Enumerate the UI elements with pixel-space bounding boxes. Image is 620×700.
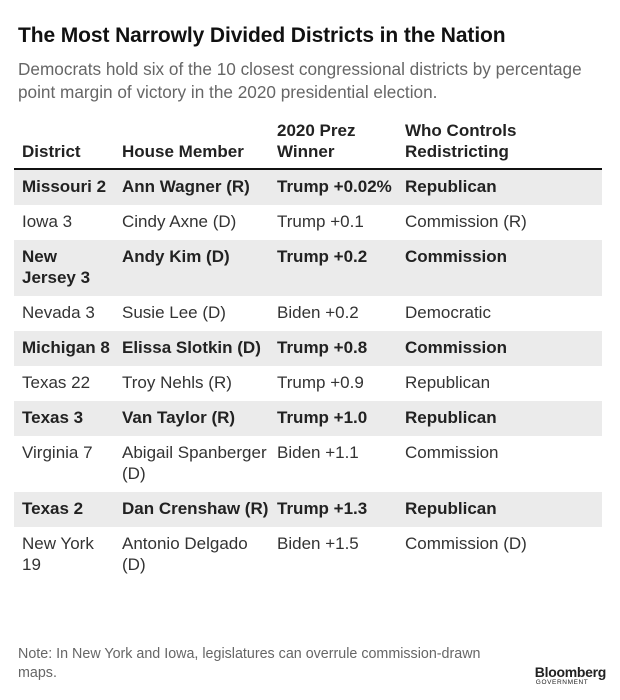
table-row: [14, 296, 602, 331]
cell-prez-winner: Trump +0.2: [269, 240, 397, 296]
table-row: [14, 331, 602, 366]
cell-prez-winner: Trump +0.9: [277, 373, 364, 392]
cell-redistricting: Commission (D): [405, 534, 527, 553]
cell-redistricting: Republican: [397, 492, 602, 527]
cell-district: Texas 2: [14, 492, 114, 527]
cell-house-member: Abigail Spanberger (D): [122, 443, 267, 483]
cell-redistricting: Democratic: [405, 303, 491, 322]
cell-house-member: Dan Crenshaw (R): [114, 492, 269, 527]
cell-district: Michigan 8: [14, 331, 114, 366]
cell-prez-winner: Trump +0.1: [277, 212, 364, 231]
cell-district: Nevada 3: [22, 303, 95, 322]
logo-subtitle: GOVERNMENT: [535, 679, 589, 686]
cell-redistricting: Commission (R): [405, 212, 527, 231]
cell-district: New York 19: [22, 534, 94, 574]
chart-title: The Most Narrowly Divided Districts in the Nation: [18, 24, 506, 47]
table-row: [14, 492, 602, 527]
footnote: Note: In New York and Iowa, legislatures can overrule commission-drawn maps.: [18, 646, 481, 681]
cell-house-member: Elissa Slotkin (D): [114, 331, 269, 366]
cell-district: Missouri 2: [14, 169, 114, 205]
cell-redistricting: Commission: [397, 240, 602, 296]
column-header-prez-winner: 2020 Prez Winner: [269, 114, 397, 169]
cell-district: Texas 3: [14, 401, 114, 436]
cell-redistricting: Republican: [397, 401, 602, 436]
cell-prez-winner: Biden +1.1: [277, 443, 359, 462]
cell-redistricting: Republican: [397, 169, 602, 205]
cell-house-member: Cindy Axne (D): [122, 212, 237, 231]
table-body: [14, 169, 602, 583]
table-row: [14, 169, 602, 205]
table-header: [14, 114, 602, 169]
bloomberg-government-logo: [535, 665, 606, 687]
cell-district: New Jersey 3: [14, 240, 114, 296]
cell-prez-winner: Trump +0.8: [269, 331, 397, 366]
cell-house-member: Andy Kim (D): [114, 240, 269, 296]
cell-house-member: Antonio Delgado (D): [122, 534, 248, 574]
cell-redistricting: Commission: [397, 331, 602, 366]
table-row: [14, 401, 602, 436]
cell-house-member: Troy Nehls (R): [122, 373, 232, 392]
cell-prez-winner: Trump +0.02%: [269, 169, 397, 205]
cell-house-member: Susie Lee (D): [122, 303, 226, 322]
cell-prez-winner: Trump +1.0: [269, 401, 397, 436]
column-header-house-member: House Member: [114, 114, 269, 169]
cell-prez-winner: Biden +0.2: [277, 303, 359, 322]
chart-subtitle: Democrats hold six of the 10 closest congressional districts by percentage point margin of victory in the 2020 presidential election.: [18, 59, 582, 102]
cell-prez-winner: Biden +1.5: [277, 534, 359, 553]
table-row: [14, 527, 602, 583]
cell-redistricting: Republican: [405, 373, 491, 392]
cell-district: Iowa 3: [22, 212, 73, 231]
logo-wordmark: Bloomberg: [534, 664, 606, 680]
cell-redistricting: Commission: [405, 443, 499, 462]
column-header-redistricting: Who Controls Redistricting: [397, 114, 602, 169]
districts-table: [14, 114, 602, 583]
cell-district: Texas 22: [22, 373, 91, 392]
cell-prez-winner: Trump +1.3: [269, 492, 397, 527]
table-row: [14, 205, 602, 240]
column-header-district: District: [14, 114, 114, 169]
cell-house-member: Van Taylor (R): [114, 401, 269, 436]
table-row: [14, 240, 602, 296]
table-row: [14, 366, 602, 401]
table-row: [14, 436, 602, 492]
header-row: [14, 114, 602, 169]
cell-house-member: Ann Wagner (R): [114, 169, 269, 205]
cell-district: Virginia 7: [22, 443, 93, 462]
